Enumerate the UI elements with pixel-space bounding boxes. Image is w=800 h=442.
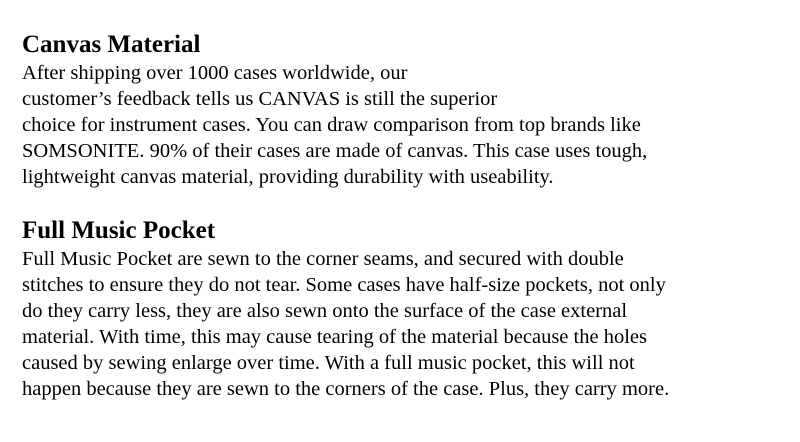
- document-content: [22, 30, 792, 402]
- paragraph-line: customer’s feedback tells us CANVAS is still the superior: [22, 88, 498, 110]
- section-paragraph: [22, 246, 792, 402]
- paragraph-line: caused by sewing enlarge over time. With a full music pocket, this will not: [22, 352, 635, 374]
- paragraph-line: material. With time, this may cause tearing of the material because the holes: [22, 326, 647, 348]
- section-full-music-pocket: [22, 216, 792, 402]
- paragraph-line: SOMSONITE. 90% of their cases are made of canvas. This case uses tough,: [22, 140, 648, 162]
- section-heading: Canvas Material: [22, 31, 201, 58]
- paragraph-line: happen because they are sewn to the corners of the case. Plus, they carry more.: [22, 378, 670, 400]
- section-heading: Full Music Pocket: [22, 217, 216, 244]
- section-paragraph: [22, 60, 792, 190]
- paragraph-line: do they carry less, they are also sewn onto the surface of the case external: [22, 300, 628, 322]
- paragraph-line: stitches to ensure they do not tear. Some cases have half-size pockets, not only: [22, 274, 666, 296]
- section-canvas-material: [22, 30, 792, 190]
- paragraph-line: After shipping over 1000 cases worldwide, our: [22, 62, 408, 84]
- paragraph-line: Full Music Pocket are sewn to the corner seams, and secured with double: [22, 248, 624, 270]
- paragraph-line: choice for instrument cases. You can draw comparison from top brands like: [22, 114, 641, 136]
- paragraph-line: lightweight canvas material, providing durability with useability.: [22, 166, 554, 188]
